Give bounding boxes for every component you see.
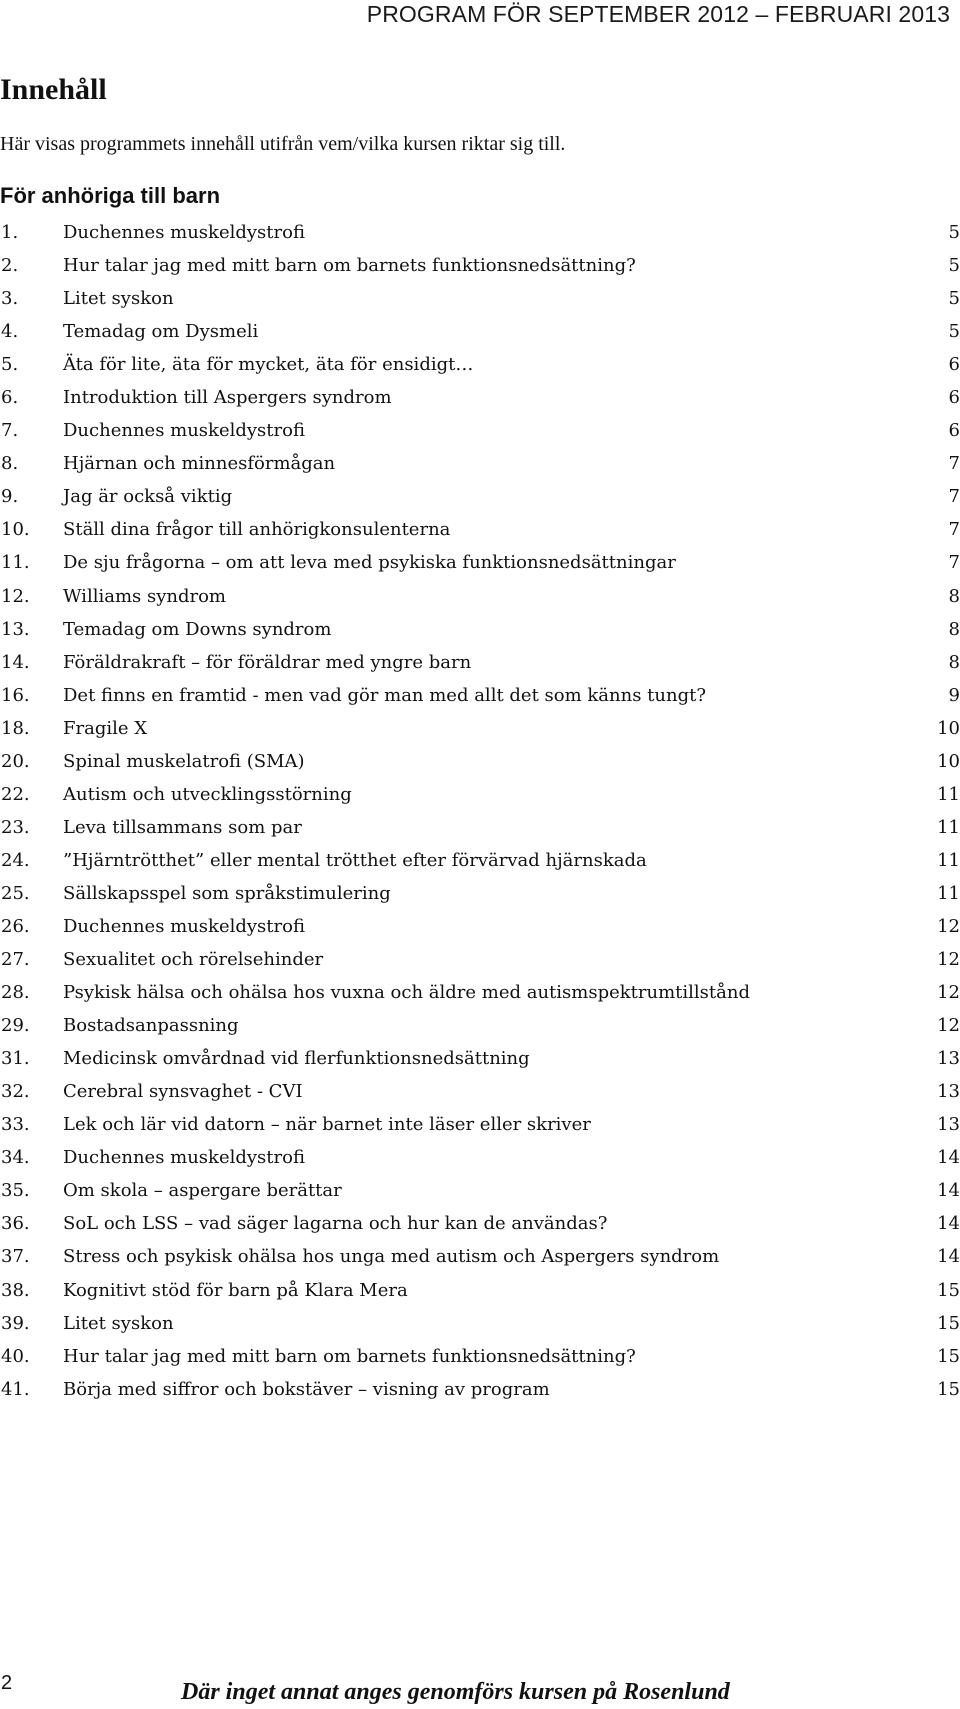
toc-entry-title: Temadag om Downs syndrom <box>63 618 332 640</box>
toc-entry-page: 14 <box>937 1213 960 1235</box>
toc-entry-number: 11. <box>1 552 30 574</box>
toc-entry[interactable] <box>0 214 960 247</box>
toc-entry[interactable] <box>0 875 960 908</box>
toc-entry-page: 11 <box>937 849 960 871</box>
toc-entry[interactable] <box>0 776 960 809</box>
intro-text: Här visas programmets innehåll utifrån vem/vilka kursen riktar sig till. <box>0 133 566 155</box>
toc-entry[interactable] <box>0 247 960 280</box>
toc-entry-number: 1. <box>1 222 19 243</box>
toc-entry-title: Föräldrakraft – för föräldrar med yngre barn <box>63 651 472 673</box>
footer-page-number: 2 <box>1 1672 13 1694</box>
toc-entry-title: Litet syskon <box>63 1312 174 1334</box>
toc-entry-title: Psykisk hälsa och ohälsa hos vuxna och äldre med autismspektrumtillstånd <box>63 982 750 1004</box>
toc-entry[interactable] <box>0 974 960 1007</box>
page-header <box>0 0 960 30</box>
toc-entry-number: 35. <box>1 1180 30 1202</box>
toc-entry-number: 25. <box>1 882 30 904</box>
toc-entry[interactable] <box>0 379 960 412</box>
toc-entry-title: Autism och utvecklingsstörning <box>63 783 352 805</box>
toc-entry-page: 13 <box>937 1081 960 1103</box>
toc-entry-page: 12 <box>937 915 960 937</box>
toc-entry-page: 6 <box>948 420 960 442</box>
toc-entry-page: 7 <box>948 486 960 508</box>
toc-entry-title: Duchennes muskeldystrofi <box>63 420 305 442</box>
toc-entry-title: Lek och lär vid datorn – när barnet inte läser eller skriver <box>63 1114 591 1136</box>
toc-entry-title: Duchennes muskeldystrofi <box>63 915 305 937</box>
toc-entry-page: 6 <box>948 387 960 409</box>
toc-entry-number: 34. <box>1 1147 30 1169</box>
toc-entry-title: Temadag om Dysmeli <box>63 321 259 343</box>
toc-entry-number: 36. <box>1 1213 30 1235</box>
toc-entry-number: 31. <box>1 1048 30 1070</box>
toc-entry[interactable] <box>0 280 960 313</box>
toc-entry[interactable] <box>0 1272 960 1305</box>
toc-entry-number: 26. <box>1 915 30 937</box>
toc-entry-page: 9 <box>948 684 960 706</box>
toc-entry-number: 29. <box>1 1015 30 1037</box>
toc-entry-title: Ställ dina frågor till anhörigkonsulenterna <box>63 519 451 541</box>
toc-entry[interactable] <box>0 1106 960 1139</box>
toc-entry-page: 12 <box>937 949 960 971</box>
toc-entry-title: Det finns en framtid - men vad gör man med allt det som känns tungt? <box>63 684 707 706</box>
toc-entry[interactable] <box>0 710 960 743</box>
toc-entry-number: 4. <box>1 321 19 343</box>
toc-entry-page: 11 <box>937 783 960 805</box>
table-of-contents <box>0 214 960 1404</box>
toc-entry-number: 16. <box>1 684 30 706</box>
toc-entry-number: 2. <box>1 255 19 277</box>
toc-entry-page: 7 <box>948 519 960 541</box>
toc-entry-title: Stress och psykisk ohälsa hos unga med autism och Aspergers syndrom <box>63 1246 720 1268</box>
toc-entry-page: 5 <box>948 222 960 243</box>
toc-entry-title: Jag är också viktig <box>63 486 233 508</box>
toc-entry-page: 7 <box>948 453 960 475</box>
toc-entry-title: SoL och LSS – vad säger lagarna och hur kan de användas? <box>63 1213 608 1235</box>
toc-entry-page: 15 <box>937 1279 960 1301</box>
toc-entry-page: 5 <box>948 321 960 343</box>
toc-entry[interactable] <box>0 578 960 611</box>
toc-entry-title: Leva tillsammans som par <box>63 816 302 838</box>
toc-entry[interactable] <box>0 842 960 875</box>
toc-entry-page: 8 <box>948 618 960 640</box>
toc-entry-title: Bostadsanpassning <box>63 1015 239 1037</box>
toc-entry[interactable] <box>0 809 960 842</box>
toc-entry-number: 40. <box>1 1345 30 1367</box>
toc-entry-page: 15 <box>937 1312 960 1334</box>
toc-entry-page: 11 <box>937 882 960 904</box>
toc-entry-title: Litet syskon <box>63 288 174 310</box>
toc-entry-title: Introduktion till Aspergers syndrom <box>63 387 392 409</box>
toc-entry-title: Om skola – aspergare berättar <box>63 1180 342 1202</box>
toc-entry-number: 7. <box>1 420 19 442</box>
toc-entry[interactable] <box>0 544 960 577</box>
toc-entry[interactable] <box>0 1172 960 1205</box>
toc-entry-title: Sexualitet och rörelsehinder <box>63 949 324 971</box>
toc-entry-page: 8 <box>948 651 960 673</box>
toc-entry-number: 13. <box>1 618 30 640</box>
toc-entry-number: 32. <box>1 1081 30 1103</box>
toc-entry[interactable] <box>0 1305 960 1338</box>
toc-entry-number: 12. <box>1 585 30 607</box>
toc-entry-number: 5. <box>1 354 19 376</box>
toc-entry-title: Äta för lite, äta för mycket, äta för ensidigt… <box>63 354 474 376</box>
toc-entry[interactable] <box>0 1073 960 1106</box>
toc-entry-title: Duchennes muskeldystrofi <box>63 222 305 243</box>
toc-entry-number: 22. <box>1 783 30 805</box>
toc-entry-title: Medicinsk omvårdnad vid flerfunktionsnedsättning <box>63 1048 530 1070</box>
toc-entry-number: 38. <box>1 1279 30 1301</box>
toc-entry[interactable] <box>0 1040 960 1073</box>
toc-entry-number: 6. <box>1 387 19 409</box>
toc-entry[interactable] <box>0 611 960 644</box>
toc-entry-title: Spinal muskelatrofi (SMA) <box>63 750 305 772</box>
toc-entry[interactable] <box>0 1371 960 1404</box>
toc-entry[interactable] <box>0 743 960 776</box>
toc-entry-number: 3. <box>1 288 19 310</box>
section-heading: För anhöriga till barn <box>0 183 221 208</box>
toc-entry-title: ”Hjärntrötthet” eller mental trötthet efter förvärvad hjärnskada <box>63 849 647 871</box>
toc-entry-title: Sällskapsspel som språkstimulering <box>63 882 391 904</box>
toc-entry-number: 27. <box>1 949 30 971</box>
toc-entry-page: 14 <box>937 1147 960 1169</box>
toc-entry-number: 33. <box>1 1114 30 1136</box>
toc-entry-page: 10 <box>937 717 960 739</box>
toc-entry[interactable] <box>0 412 960 445</box>
toc-entry[interactable] <box>0 908 960 941</box>
toc-entry-title: Hur talar jag med mitt barn om barnets funktionsnedsättning? <box>63 1345 636 1367</box>
toc-entry[interactable] <box>0 445 960 478</box>
toc-entry-title: Duchennes muskeldystrofi <box>63 1147 305 1169</box>
toc-entry[interactable] <box>0 644 960 677</box>
toc-entry-page: 12 <box>937 982 960 1004</box>
toc-entry-page: 11 <box>937 816 960 838</box>
toc-entry[interactable] <box>0 1007 960 1040</box>
page-title: Innehåll <box>0 73 107 106</box>
toc-entry-page: 5 <box>948 288 960 310</box>
toc-entry-number: 28. <box>1 982 30 1004</box>
toc-entry-title: Cerebral synsvaghet - CVI <box>63 1081 303 1103</box>
toc-entry[interactable] <box>0 1338 960 1371</box>
toc-entry-page: 13 <box>937 1114 960 1136</box>
toc-entry[interactable] <box>0 313 960 346</box>
toc-entry-title: De sju frågorna – om att leva med psykiska funktionsnedsättningar <box>63 552 676 574</box>
toc-entry-number: 9. <box>1 486 19 508</box>
toc-entry[interactable] <box>0 677 960 710</box>
toc-entry[interactable] <box>0 346 960 379</box>
toc-entry[interactable] <box>0 941 960 974</box>
footer-note: Där inget annat anges genomförs kursen på Rosenlund <box>181 1679 730 1705</box>
toc-entry-title: Börja med siffror och bokstäver – visning av program <box>63 1378 550 1400</box>
toc-entry[interactable] <box>0 511 960 544</box>
program-title: PROGRAM FÖR SEPTEMBER 2012 – FEBRUARI 2013 <box>366 1 950 27</box>
toc-entry-number: 14. <box>1 651 30 673</box>
toc-entry-page: 15 <box>937 1345 960 1367</box>
toc-entry-page: 6 <box>948 354 960 376</box>
toc-entry[interactable] <box>0 1205 960 1238</box>
toc-entry-number: 39. <box>1 1312 30 1334</box>
toc-entry-page: 10 <box>937 750 960 772</box>
toc-entry-number: 37. <box>1 1246 30 1268</box>
toc-entry[interactable] <box>0 1238 960 1271</box>
toc-entry-title: Williams syndrom <box>63 585 227 607</box>
toc-entry-page: 14 <box>937 1180 960 1202</box>
toc-entry-page: 14 <box>937 1246 960 1268</box>
toc-entry[interactable] <box>0 1139 960 1172</box>
toc-entry[interactable] <box>0 478 960 511</box>
toc-entry-title: Fragile X <box>63 717 148 739</box>
toc-entry-page: 15 <box>937 1378 960 1400</box>
toc-entry-title: Hjärnan och minnesförmågan <box>63 453 336 475</box>
toc-entry-number: 10. <box>1 519 30 541</box>
toc-entry-number: 24. <box>1 849 30 871</box>
toc-entry-page: 8 <box>948 585 960 607</box>
toc-entry-page: 12 <box>937 1015 960 1037</box>
toc-entry-title: Hur talar jag med mitt barn om barnets funktionsnedsättning? <box>63 255 636 277</box>
toc-entry-page: 5 <box>948 255 960 277</box>
toc-entry-number: 23. <box>1 816 30 838</box>
toc-entry-number: 41. <box>1 1378 30 1400</box>
toc-entry-number: 18. <box>1 717 30 739</box>
toc-entry-number: 20. <box>1 750 30 772</box>
toc-entry-page: 7 <box>948 552 960 574</box>
toc-entry-number: 8. <box>1 453 19 475</box>
toc-entry-title: Kognitivt stöd för barn på Klara Mera <box>63 1279 408 1301</box>
toc-entry-page: 13 <box>937 1048 960 1070</box>
